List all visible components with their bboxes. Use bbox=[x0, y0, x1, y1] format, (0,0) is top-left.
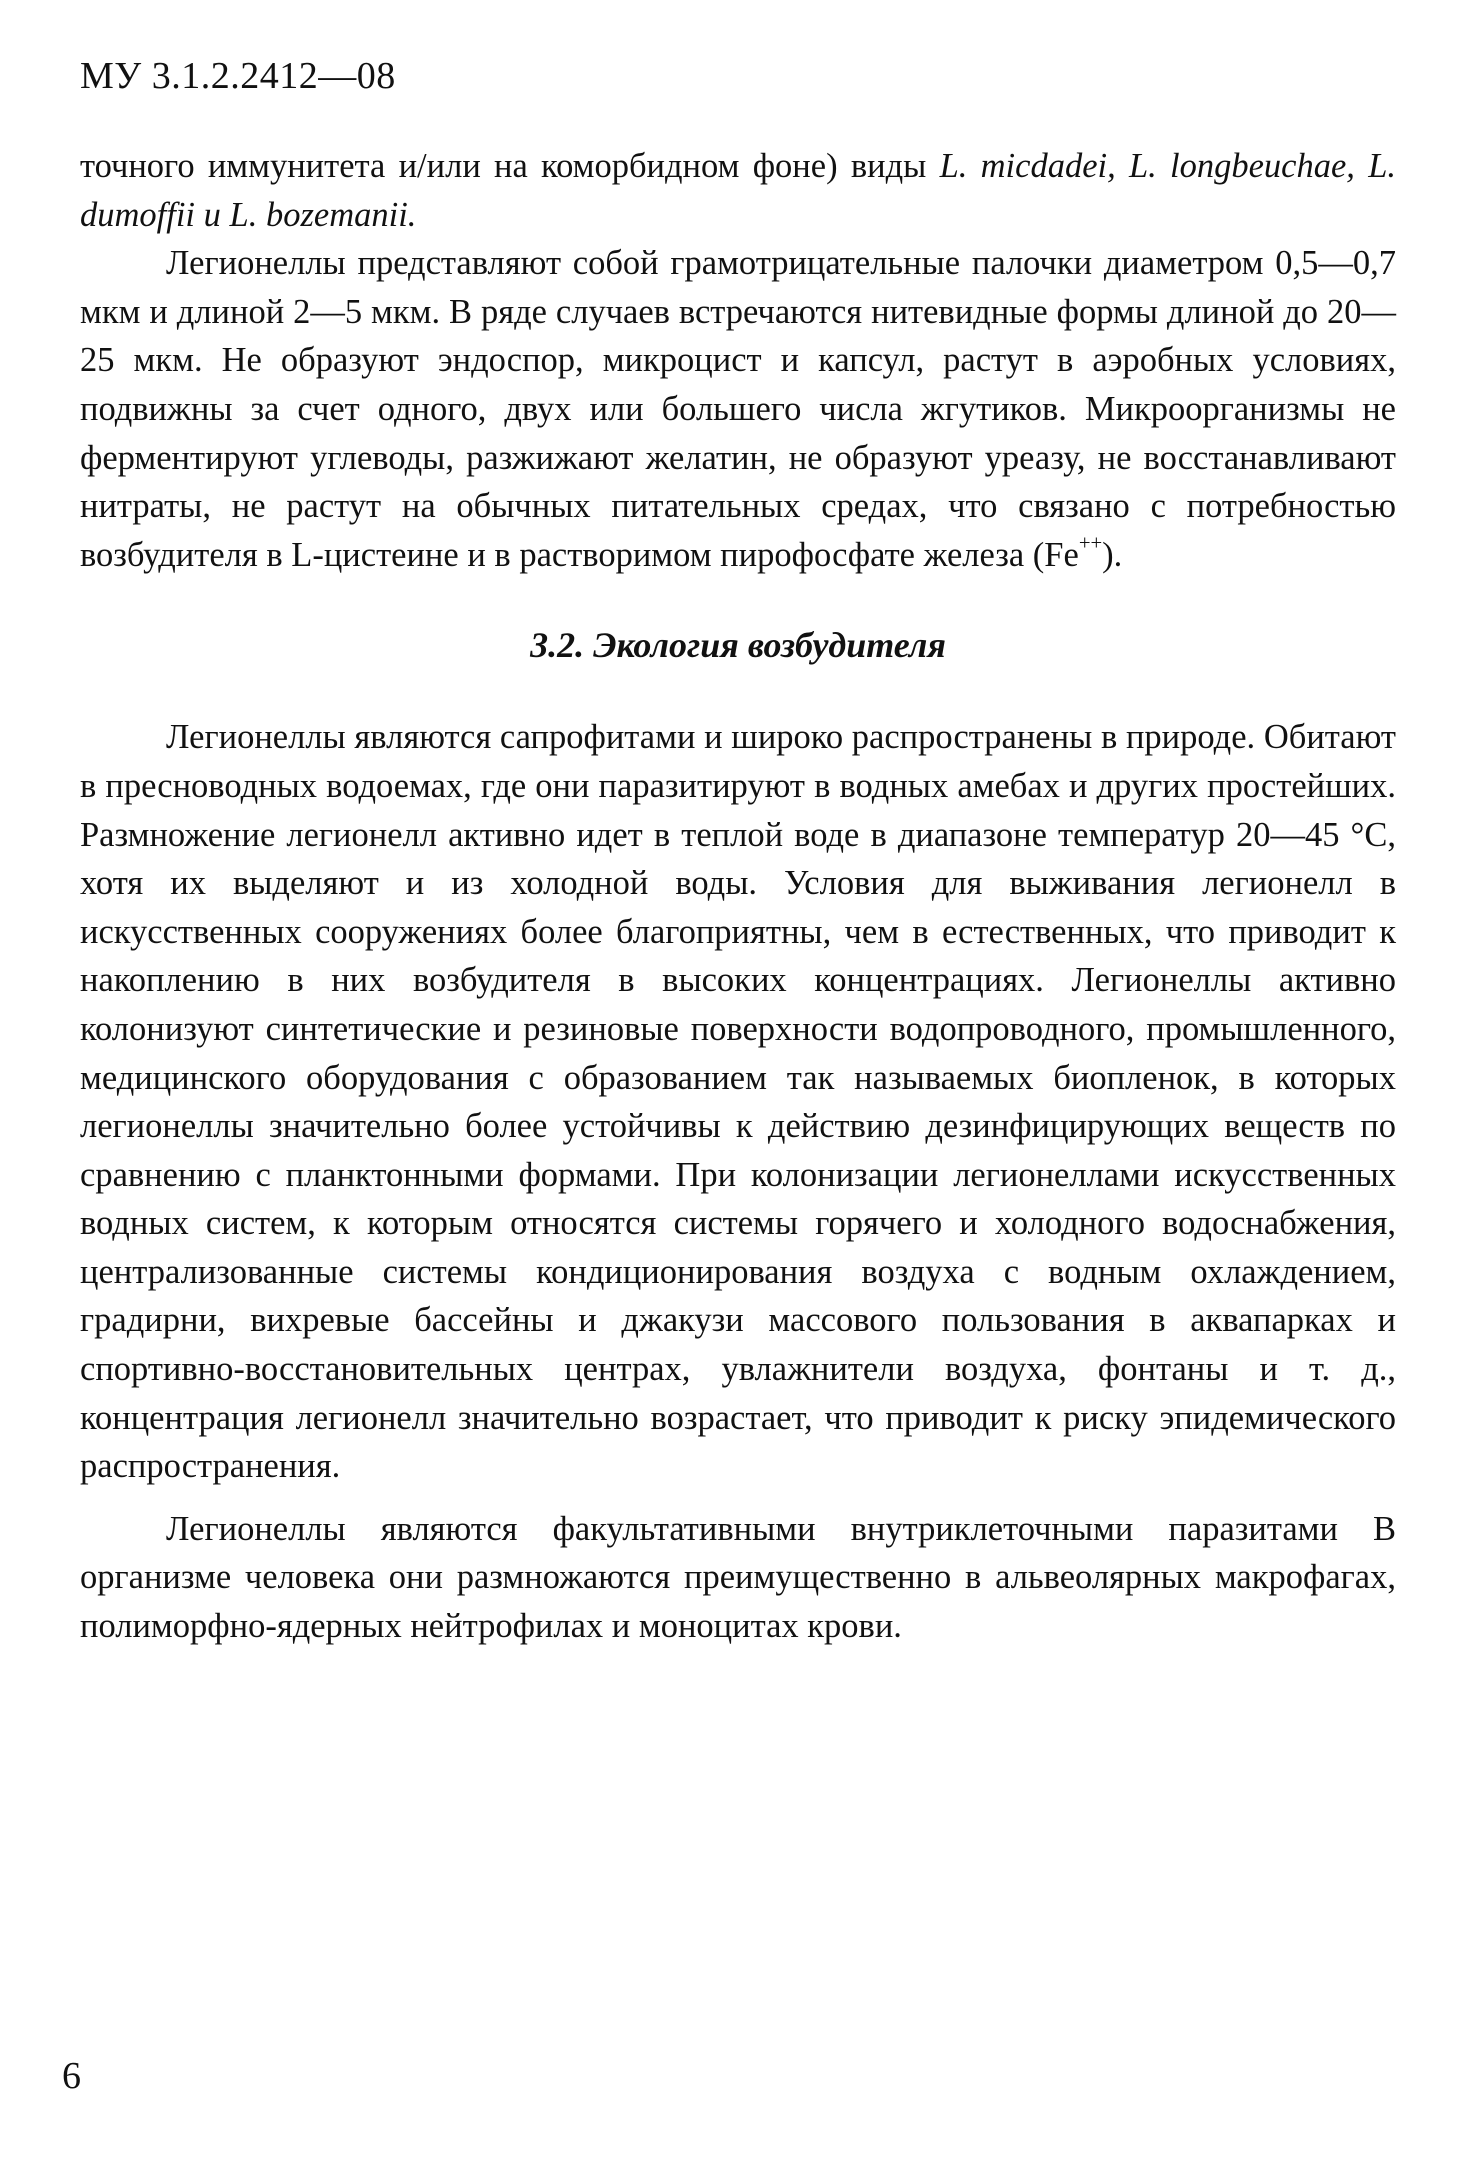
paragraph-continuation bbox=[80, 142, 1396, 239]
paragraph-text: точного иммунитета и/или на коморбидном фоне) виды bbox=[80, 147, 940, 185]
species-name: L. dumoffii bbox=[80, 147, 1396, 234]
paragraph-parasites: Легионеллы являются факультативными внутриклеточными паразитами В организме человека они размножаются преимущественно в альвеолярных макрофагах, полиморфно-ядерных нейтрофилах и моноцитах крови. bbox=[80, 1509, 1396, 1646]
separator bbox=[1355, 147, 1368, 185]
separator bbox=[1116, 147, 1129, 185]
paragraph-morphology bbox=[80, 239, 1396, 579]
page-number: 6 bbox=[62, 2055, 81, 2097]
species-name: L. micdadei, bbox=[939, 147, 1116, 185]
species-name: L. longbeuchae, bbox=[1128, 147, 1355, 185]
paragraph-ecology: Легионеллы являются сапрофитами и широко распространены в природе. Обитают в пресноводных водоемах, где они паразитируют в водных амебах и других простейших. Размножение легионелл активно идет в теплой воде в диапазоне температур 20—45 °С, хотя их выделяют и из холодной воды. Условия для выживания легионелл в искусственных сооружениях более благоприятны, чем в естественных, что приводит к накоплению в них возбудителя в высоких концентрациях. Легионеллы активно колонизуют синтетические и резиновые поверхности водопроводного, промышленного, медицинского оборудования с образованием так называемых биопленок, в которых легионеллы значительно более устойчивы к действию дезинфицирующих веществ по сравнению с планктонными формами. При колонизации легионеллами искусственных водных систем, к которым относятся системы горячего и холодного водоснабжения, централизованные системы кондиционирования воздуха с водным охлаждением, градирни, вихревые бассейны и джакузи массового пользования в аквапарках и спортивно-восстановительных центрах, увлажнители воздуха, фонтаны и т. д., концентрация легионелл значительно возрастает, что приводит к риску эпидемического распространения. bbox=[80, 718, 1396, 1486]
species-name: L. bozemanii. bbox=[229, 195, 417, 234]
superscript: ++ bbox=[1078, 532, 1103, 555]
paragraph-gap bbox=[80, 1491, 1396, 1505]
page-content bbox=[80, 142, 1396, 1651]
paragraph-text: Легионеллы представляют собой грамотрицательные палочки диаметром 0,5—0,7 мкм и длиной 2—5 мкм. В ряде случаев встречаются нитевидные формы длиной до 20—25 мкм. Не образуют эндоспор, микроцист и капсул, растут в аэробных условиях, подвижны за счет одного, двух или большего числа жгутиков. Микроорганизмы не ферментируют углеводы, разжижают желатин, не образуют уреазу, не восстанавливают нитраты, не растут на обычных питательных средах, что связано с потребностью возбудителя в L-цистеине и в растворимом пирофосфате железа (Fe bbox=[80, 244, 1396, 574]
conjunction: и bbox=[195, 195, 230, 234]
paragraph-tail: ). bbox=[1102, 535, 1123, 574]
document-code: МУ 3.1.2.2412—08 bbox=[80, 55, 396, 97]
section-heading: 3.2. Экология возбудителя bbox=[530, 625, 946, 666]
